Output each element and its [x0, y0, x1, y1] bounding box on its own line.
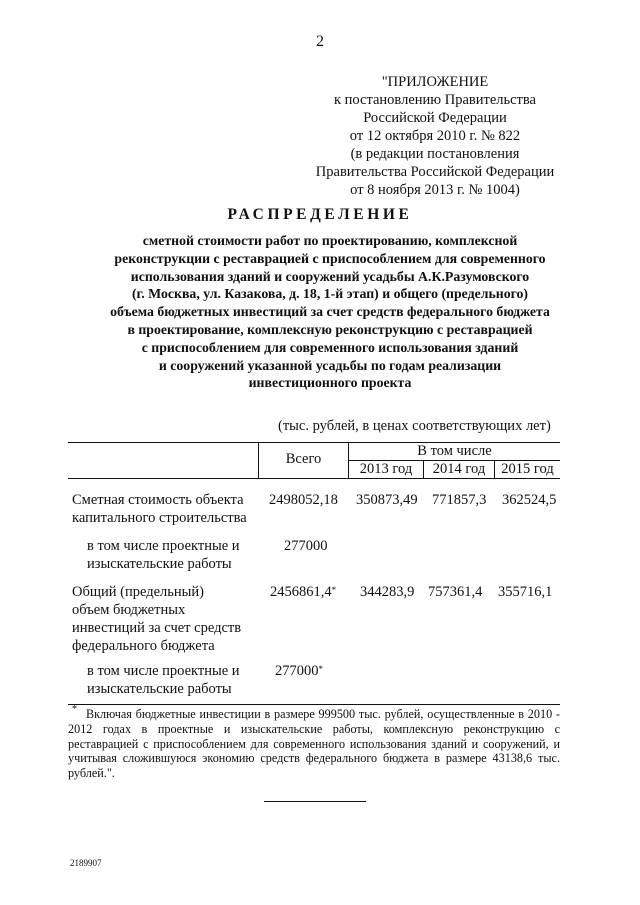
appendix-line: Правительства Российской Федерации: [315, 164, 555, 180]
footnote-text: Включая бюджетные инвестиции в размере 999500 тыс. рублей, осуществленные в 2010 - 2012 годах в проектные и изыскательские работы, комплексную реконструкцию с реставрацией с приспособлением для современного использования зданий и сооружений, и учитывая сложившуюся экономию средств федерального бюджета в размере 43138,6 тыс. рублей.".: [68, 707, 560, 781]
subtitle-line: с приспособлением для современного использования зданий: [141, 339, 519, 355]
appendix-block: [300, 73, 570, 199]
table-header-rule: [68, 478, 560, 479]
subtitle-line: и сооружений указанной усадьбы по годам реализации: [158, 357, 502, 373]
cell-2014: 757361,4: [428, 584, 483, 600]
subtitle-line: инвестиционного проекта: [248, 375, 412, 391]
appendix-line: Российской Федерации: [363, 110, 507, 126]
subtitle-line: сметной стоимости работ по проектированию, комплексной: [142, 233, 518, 248]
cell-total: 2498052,18: [269, 492, 338, 508]
appendix-line: к постановлению Правительства: [334, 92, 536, 108]
header-including: В том числе: [417, 443, 492, 459]
subtitle-line: использования зданий и сооружений усадьбы А.К.Разумовского: [130, 268, 530, 284]
footnote: [68, 704, 560, 781]
document-subtitle: [60, 232, 600, 392]
row-label: в том числе проектные и изыскательские работы: [87, 663, 240, 697]
cell-2013: 344283,9: [360, 584, 415, 600]
cell-2015: 362524,5: [502, 492, 557, 508]
appendix-line: "ПРИЛОЖЕНИЕ: [381, 74, 489, 90]
header-year-2015: 2015 год: [501, 461, 554, 477]
page-number: 2: [316, 33, 324, 50]
closing-rule: [264, 801, 366, 802]
subtitle-line: в проектирование, комплексную реконструкцию с реставрацией: [127, 321, 533, 337]
header-total: Всего: [285, 451, 322, 467]
footnote-rule: [68, 704, 560, 705]
units-note: (тыс. рублей, в ценах соответствующих лет): [278, 418, 551, 434]
subtitle-line: реконструкции с реставрацией с приспособлением для современного: [114, 250, 546, 266]
cell-2014: 771857,3: [432, 492, 487, 508]
cell-total: 277000*: [275, 663, 323, 679]
header-year-2014: 2014 год: [432, 461, 486, 477]
appendix-line: от 12 октября 2010 г. № 822: [349, 128, 521, 144]
document-code: 2189907: [70, 858, 102, 868]
subtitle-line: (г. Москва, ул. Казакова, д. 18, 1-й этап) и общего (предельного): [131, 286, 529, 302]
row-label: Сметная стоимость объекта капитального строительства: [72, 492, 247, 526]
row-label: Общий (предельный) объем бюджетных инвестиций за счет средств федерального бюджета: [72, 584, 242, 654]
row-label: в том числе проектные и изыскательские работы: [87, 538, 240, 572]
header-year-2013: 2013 год: [359, 461, 413, 477]
cell-total: 277000: [284, 538, 328, 554]
document-title: РАСПРЕДЕЛЕНИЕ: [227, 206, 413, 223]
cell-total: 2456861,4*: [270, 584, 337, 600]
appendix-line: (в редакции постановления: [350, 146, 520, 162]
cell-2015: 355716,1: [498, 584, 553, 600]
subtitle-line: объема бюджетных инвестиций за счет средств федерального бюджета: [110, 304, 550, 320]
cell-2013: 350873,49: [356, 492, 418, 508]
appendix-line: от 8 ноября 2013 г. № 1004): [350, 182, 520, 198]
footnote-mark: *: [72, 704, 77, 715]
